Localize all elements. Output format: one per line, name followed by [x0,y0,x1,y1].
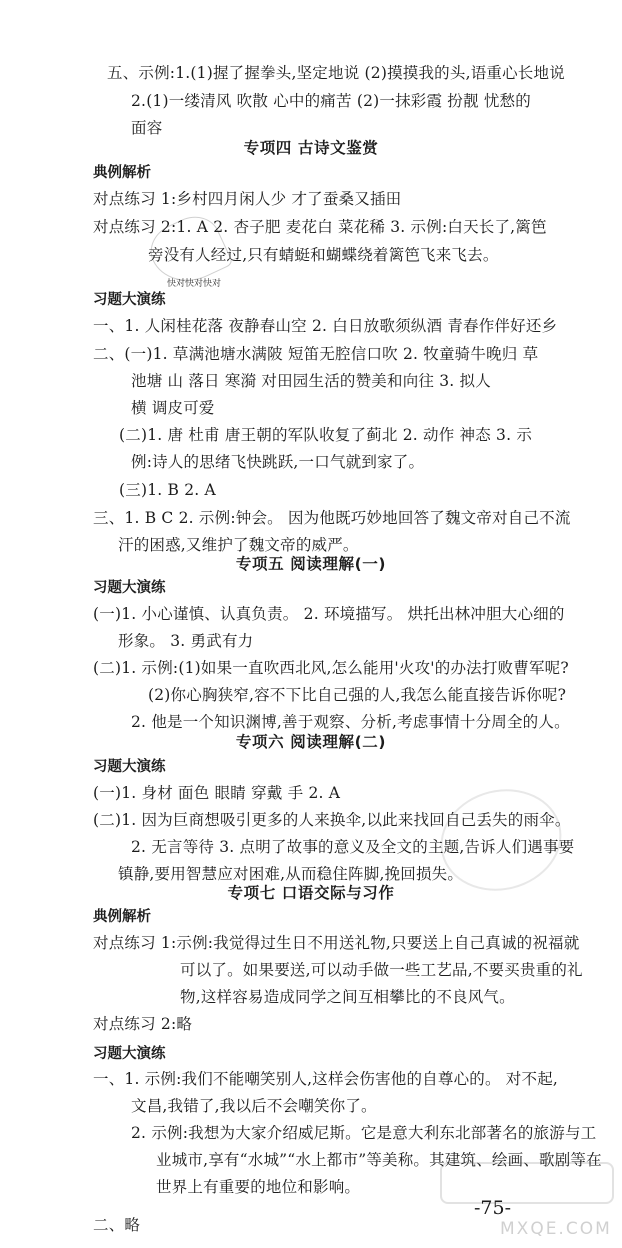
heading-xiti: 习题大演练 [93,1046,166,1062]
answer-line: (一)1. 小心谨慎、认真负责。 2. 环境描写。 烘托出林冲胆大心细的 [93,605,565,623]
answer-line: (三)1. B 2. A [119,481,216,499]
answer-line: 可以了。如果要送,可以动手做一些工艺品,不要买贵重的礼 [180,961,583,979]
heading-dianli: 典例解析 [93,909,151,925]
answer-line: 面容 [131,119,163,137]
answer-line: 对点练习 2:略 [93,1015,193,1033]
answer-line: 二、(一)1. 草满池塘水满陂 短笛无腔信口吹 2. 牧童骑牛晚归 草 [93,345,539,363]
answer-line: 一、1. 示例:我们不能嘲笑别人,这样会伤害他的自尊心的。 对不起, [93,1070,559,1088]
answer-line: 一、1. 人闲桂花落 夜静春山空 2. 白日放歌须纵酒 青春作伴好还乡 [93,317,558,335]
answer-line: 旁没有人经过,只有蜻蜓和蝴蝶绕着篱笆飞来飞去。 [148,246,499,264]
heading-xiti: 习题大演练 [93,580,166,596]
answer-line: 世界上有重要的地位和影响。 [156,1178,361,1196]
answer-line: 五、示例:1.(1)握了握拳头,坚定地说 (2)摸摸我的头,语重心长地说 [107,64,565,82]
answer-line: 形象。 3. 勇武有力 [118,632,254,650]
answer-line: 对点练习 1:乡村四月闲人少 才了蚕桑又插田 [93,190,402,208]
answer-line: 对点练习 1:示例:我觉得过生日不用送礼物,只要送上自己真诚的祝福就 [93,934,580,952]
section-title: 专项七 口语交际与习作 [227,884,395,902]
answer-line: 二、略 [93,1216,141,1234]
page-number: -75- [474,1197,512,1219]
answer-line: (一)1. 身材 面色 眼睛 穿戴 手 2. A [93,784,341,802]
answer-line: 镇静,要用智慧应对困难,从而稳住阵脚,挽回损失。 [118,865,464,883]
answer-line: 横 调皮可爱 [131,399,215,417]
answer-line: (2)你心胸狭窄,容不下比自己强的人,我怎么能直接告诉你呢? [148,686,567,704]
section-title: 专项六 阅读理解(二) [235,733,387,751]
answer-line: 汗的困惑,又维护了魏文帝的威严。 [118,536,359,554]
answer-line: 物,这样容易造成同学之间互相攀比的不良风气。 [180,988,515,1006]
answer-line: 业城市,享有“水城”“水上都市”等美称。其建筑、绘画、歌剧等在 [156,1151,602,1169]
answer-line: 三、1. B C 2. 示例:钟会。 因为他既巧妙地回答了魏文帝对自己不流 [93,509,571,527]
answer-line: (二)1. 唐 杜甫 唐王朝的军队收复了蓟北 2. 动作 神态 3. 示 [119,426,533,444]
watermark-url-text: MXQE.COM [500,1219,612,1239]
answer-line: 2. 无言等待 3. 点明了故事的意义及全文的主题,告诉人们遇事要 [131,838,575,856]
answer-line: 例:诗人的思绪飞快跳跃,一口气就到家了。 [131,453,425,471]
answer-line: 2.(1)一缕清风 吹散 心中的痛苦 (2)一抹彩霞 扮靓 忧愁的 [131,92,531,110]
answer-line: (二)1. 示例:(1)如果一直吹西北风,怎么能用'火攻'的办法打败曹军呢? [93,659,569,677]
answer-line: 文昌,我错了,我以后不会嘲笑你了。 [131,1097,377,1115]
section-title: 专项四 古诗文鉴赏 [243,139,379,157]
heading-dianli: 典例解析 [93,165,151,181]
answer-line: 2. 他是一个知识渊博,善于观察、分析,考虑事情十分周全的人。 [131,713,570,731]
answer-line: 池塘 山 落日 寒漪 对田园生活的赞美和向往 3. 拟人 [131,372,491,390]
heading-xiti: 习题大演练 [93,292,166,308]
answer-line: 对点练习 2:1. A 2. 杏子肥 麦花白 菜花稀 3. 示例:白天长了,篱笆 [93,218,547,236]
section-title: 专项五 阅读理解(一) [235,555,387,573]
answer-line: (二)1. 因为巨商想吸引更多的人来换伞,以此来找回自己丢失的雨伞。 [93,811,571,829]
watermark-small-text: 快对快对快对 [167,279,222,289]
heading-xiti: 习题大演练 [93,759,166,775]
answer-line: 2. 示例:我想为大家介绍威尼斯。它是意大利东北部著名的旅游与工 [131,1124,597,1142]
